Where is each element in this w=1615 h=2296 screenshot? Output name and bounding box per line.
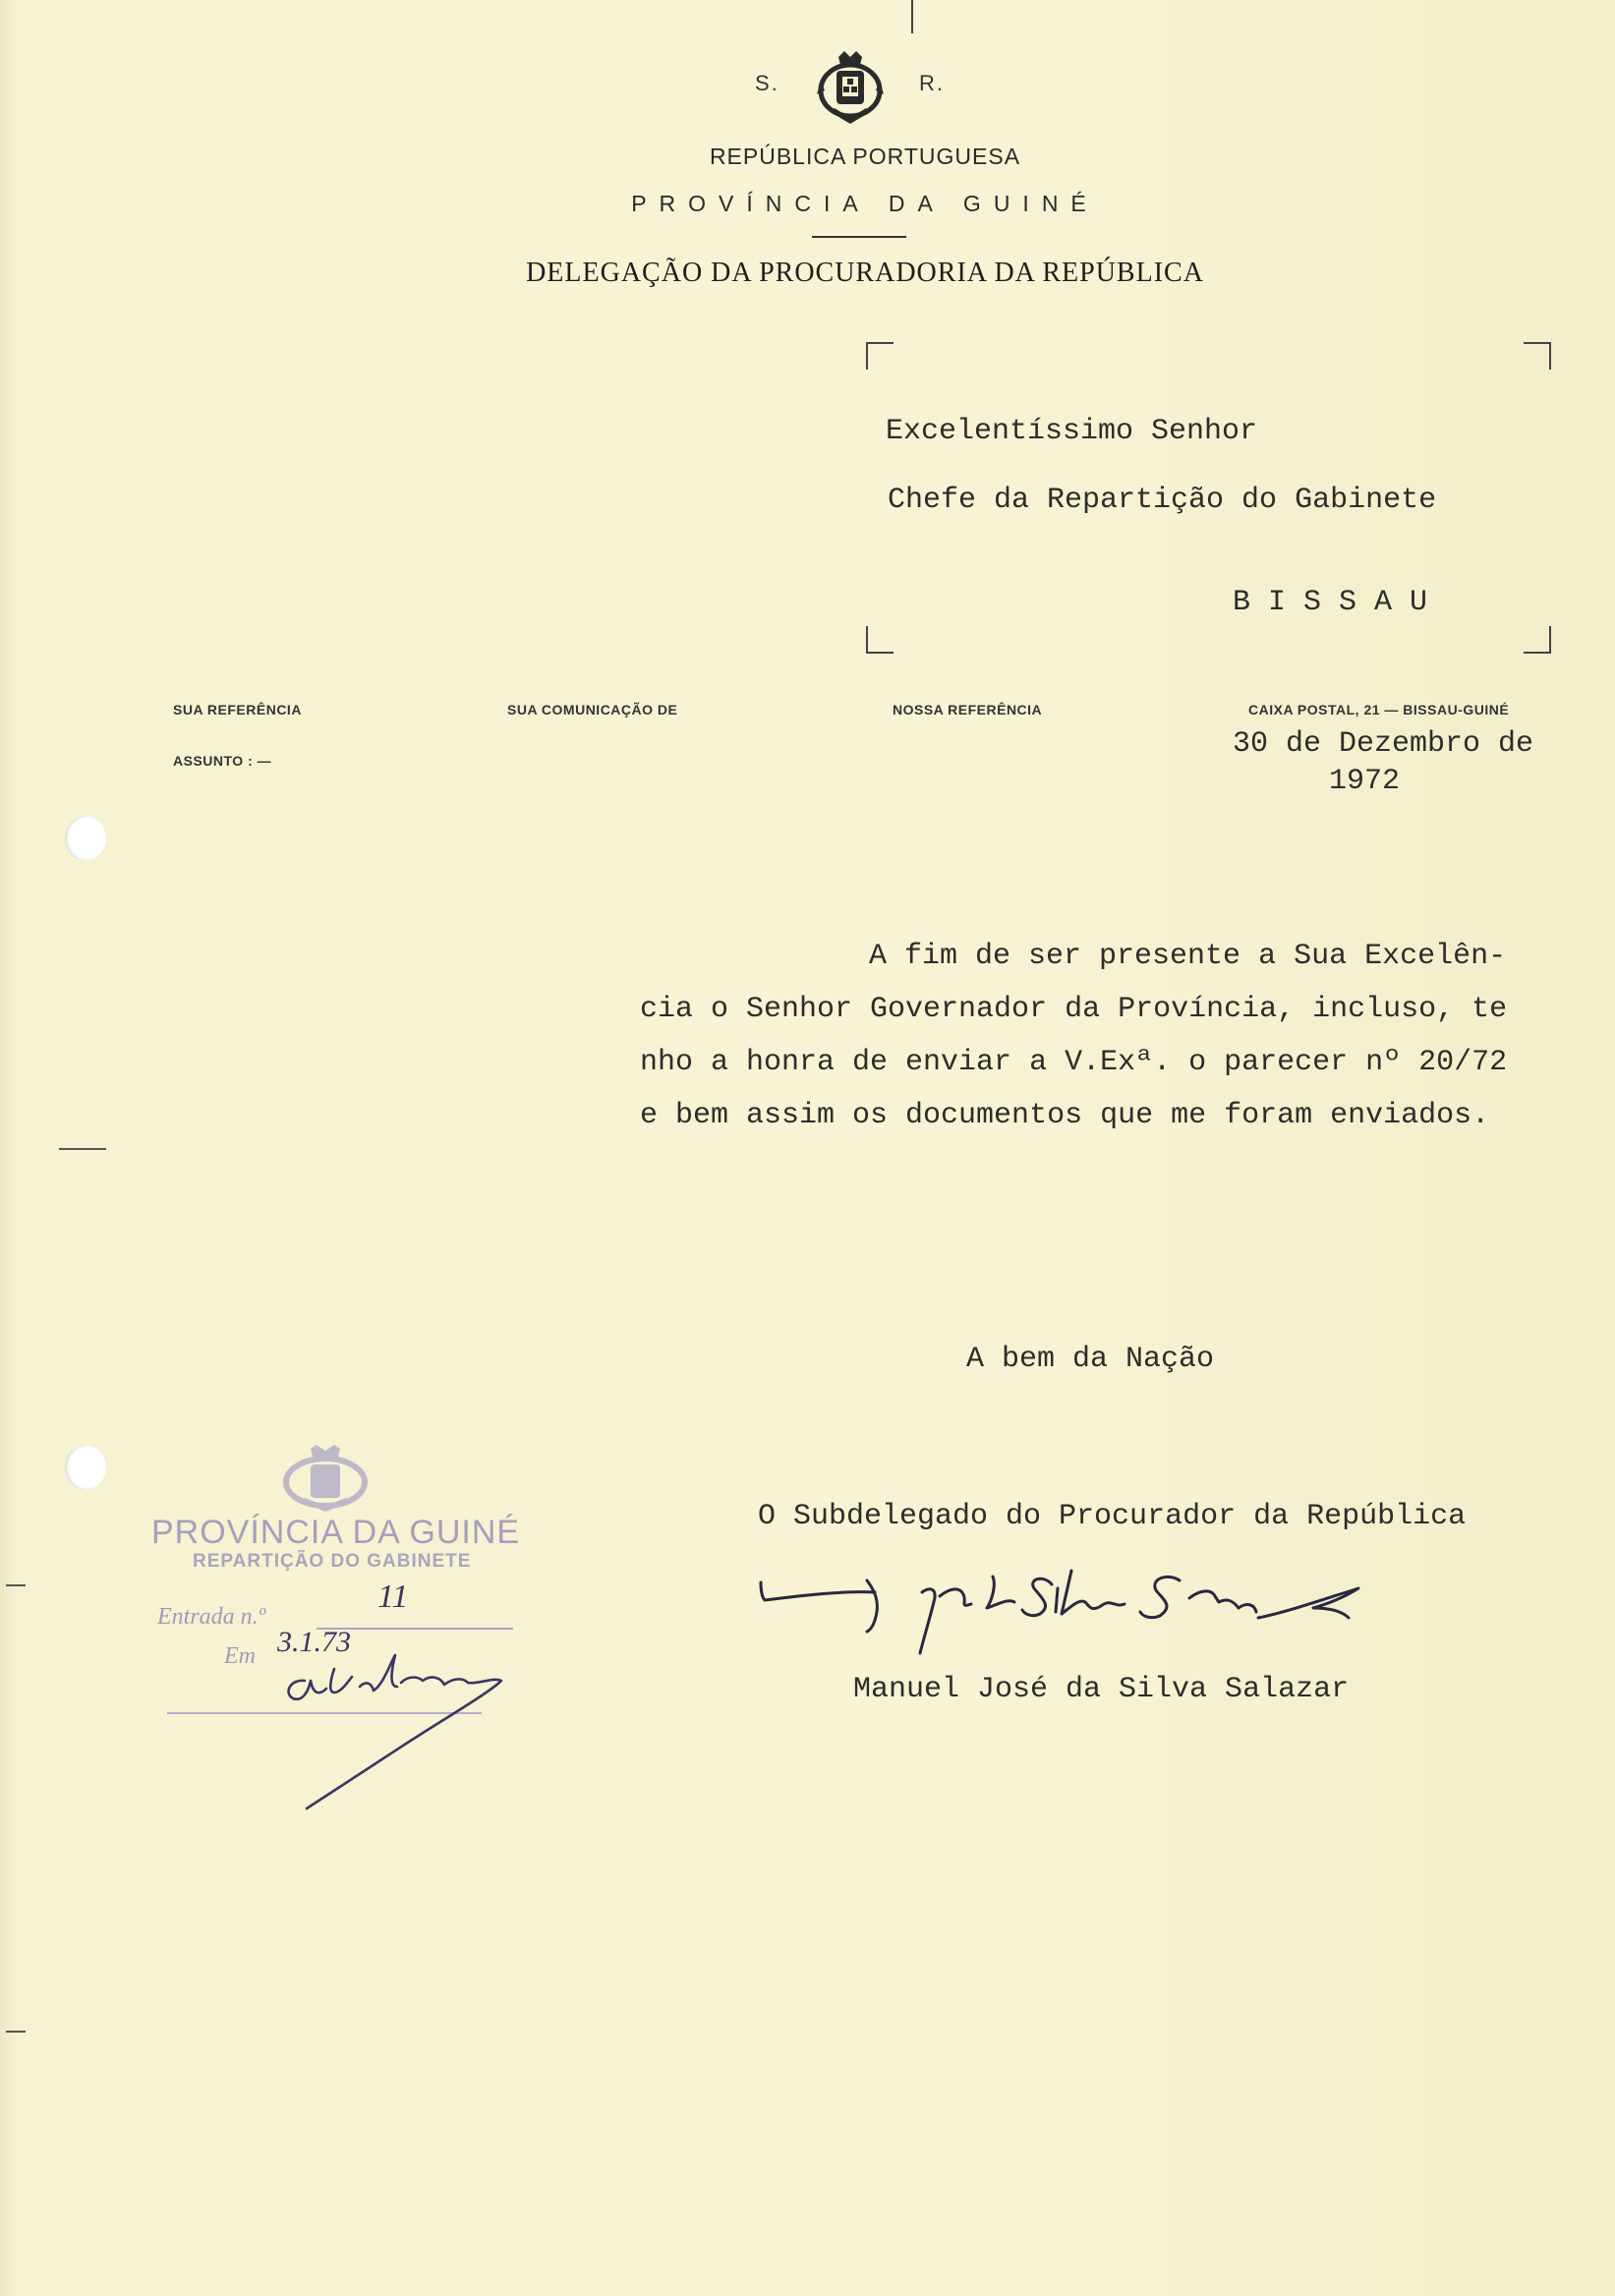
label-caixa-postal: CAIXA POSTAL, 21 — BISSAU-GUINÉ	[1248, 702, 1510, 718]
stamp-em-value: 3.1.73	[277, 1626, 351, 1658]
stamp-reparticao: REPARTIÇÃO DO GABINETE	[193, 1551, 472, 1572]
stamp-entrada-label: Entrada n.º	[157, 1604, 266, 1630]
address-corner-top-right	[1524, 342, 1551, 370]
stamp-entrada-value: 11	[377, 1578, 409, 1615]
address-recipient: Chefe da Repartição do Gabinete	[888, 484, 1437, 517]
header-provincia: PROVÍNCIA DA GUINÉ	[631, 191, 1099, 216]
stamp-em-label: Em	[224, 1643, 256, 1669]
stamp-initials-signature	[275, 1651, 541, 1818]
body-line-4: e bem assim os documentos que me foram enviados.	[640, 1099, 1490, 1132]
address-corner-top-left	[866, 342, 894, 370]
header-delegacao: DELEGAÇÃO DA PROCURADORIA DA REPÚBLICA	[526, 258, 1204, 288]
address-corner-bottom-right	[1524, 626, 1551, 654]
margin-mark-1	[59, 1148, 106, 1150]
document-date-year: 1972	[1329, 765, 1401, 798]
address-city: B I S S A U	[1233, 586, 1428, 619]
label-assunto: ASSUNTO : —	[173, 753, 272, 769]
stamp-crest-icon	[281, 1445, 370, 1512]
header-republica: REPÚBLICA PORTUGUESA	[709, 144, 1021, 169]
body-line-3: nho a honra de enviar a V.Exª. o parecer nº 20/72	[640, 1046, 1508, 1079]
header-s-letter: S.	[755, 71, 779, 95]
address-salutation: Excelentíssimo Senhor	[886, 415, 1258, 448]
signatory-title: O Subdelegado do Procurador da República	[758, 1500, 1467, 1533]
body-line-1: A fim de ser presente a Sua Excelên-	[869, 940, 1507, 973]
address-corner-bottom-left	[866, 626, 894, 654]
top-fold-mark	[911, 0, 913, 33]
header-rule	[812, 236, 906, 238]
punch-hole-bottom	[65, 1445, 106, 1490]
closing-salutation: A bem da Nação	[966, 1343, 1215, 1376]
label-nossa-referencia: NOSSA REFERÊNCIA	[893, 702, 1043, 718]
margin-mark-3	[6, 2031, 26, 2033]
margin-mark-2	[6, 1584, 26, 1586]
handwritten-signature	[757, 1559, 1435, 1667]
document-date: 30 de Dezembro de	[1233, 727, 1534, 761]
header-r-letter: R.	[919, 71, 945, 95]
stamp-provincia: PROVÍNCIA DA GUINÉ	[151, 1514, 521, 1551]
signatory-name: Manuel José da Silva Salazar	[853, 1673, 1350, 1706]
punch-hole-top	[65, 816, 106, 861]
label-sua-comunicacao: SUA COMUNICAÇÃO DE	[507, 702, 678, 718]
body-line-2: cia o Senhor Governador da Província, incluso, te	[640, 993, 1508, 1026]
label-sua-referencia: SUA REFERÊNCIA	[173, 702, 302, 718]
coat-of-arms-icon	[817, 51, 884, 126]
